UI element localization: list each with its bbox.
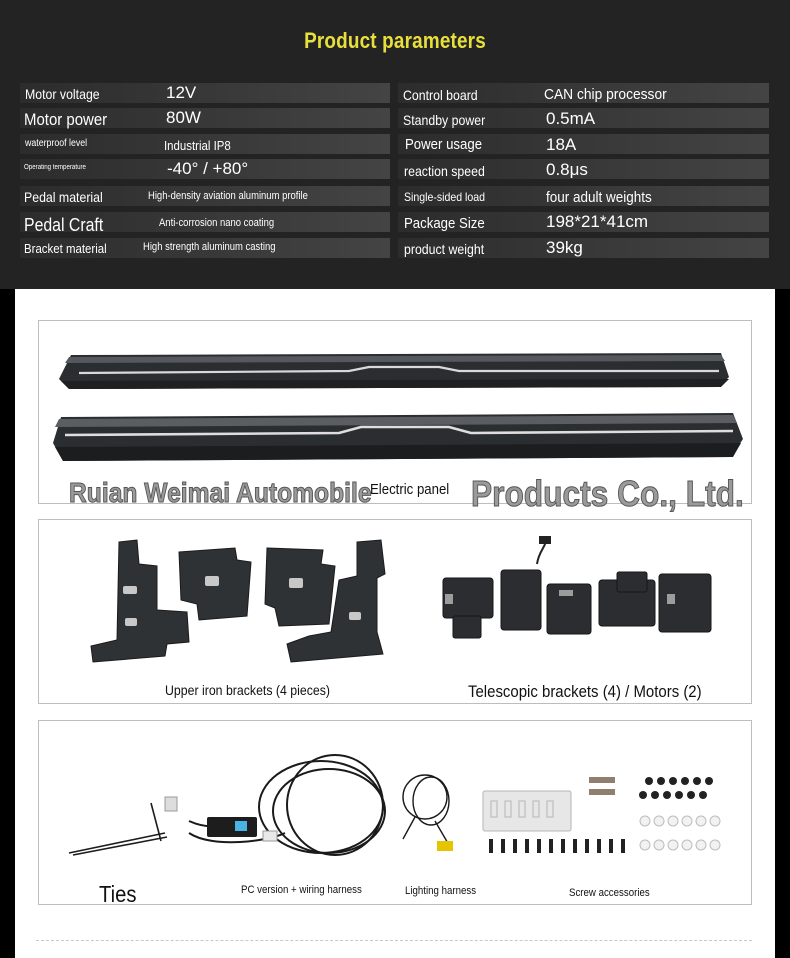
panel-caption: Screw accessories bbox=[569, 887, 650, 899]
param-value: 198*21*41cm bbox=[546, 212, 649, 231]
param-label: Control board bbox=[403, 87, 478, 103]
accessories-illustration bbox=[39, 721, 751, 904]
param-label: Pedal material bbox=[24, 189, 103, 205]
panel-caption: Telescopic brackets (4) / Motors (2) bbox=[468, 682, 702, 701]
param-label: Single-sided load bbox=[404, 190, 486, 204]
panel-caption: Lighting harness bbox=[405, 885, 477, 897]
param-value: 80W bbox=[166, 108, 201, 127]
panel-caption: PC version + wiring harness bbox=[241, 884, 362, 896]
panel-caption: Ties bbox=[99, 881, 137, 907]
accessories-section bbox=[38, 720, 752, 905]
watermark-text: Products Co., Ltd. bbox=[471, 473, 744, 514]
param-value: High-density aviation aluminum profile bbox=[148, 190, 308, 202]
param-value: 18A bbox=[546, 135, 577, 154]
param-label: Standby power bbox=[403, 112, 486, 128]
param-label: waterproof level bbox=[25, 138, 88, 149]
param-value: 0.8μs bbox=[546, 160, 588, 179]
brackets-illustration bbox=[39, 520, 751, 703]
param-value: High strength aluminum casting bbox=[143, 241, 276, 253]
brackets-section bbox=[38, 519, 752, 704]
electric-panel-section bbox=[38, 320, 752, 514]
param-label: Motor power bbox=[24, 110, 108, 129]
watermark-text: Ruian Weimai Automobile bbox=[69, 477, 372, 508]
param-value: 12V bbox=[166, 83, 197, 102]
param-label: Operating temperature bbox=[24, 164, 86, 171]
param-label: product weight bbox=[404, 241, 485, 257]
panel-caption: Upper iron brackets (4 pieces) bbox=[165, 682, 331, 698]
param-value: 39kg bbox=[546, 238, 583, 257]
param-label: Power usage bbox=[405, 136, 483, 153]
panel-caption: Electric panel bbox=[370, 481, 450, 498]
param-label: Pedal Craft bbox=[24, 215, 104, 235]
param-value: CAN chip processor bbox=[544, 86, 667, 103]
param-label: Package Size bbox=[404, 215, 485, 232]
section-title: Product parameters bbox=[304, 28, 486, 53]
param-value: four adult weights bbox=[546, 189, 652, 206]
divider bbox=[36, 940, 752, 941]
param-label: Motor voltage bbox=[25, 86, 100, 102]
param-label: Bracket material bbox=[24, 241, 107, 256]
param-value: Industrial IP8 bbox=[164, 138, 231, 153]
param-label: reaction speed bbox=[404, 163, 485, 179]
param-value: Anti-corrosion nano coating bbox=[159, 217, 275, 229]
param-value: 0.5mA bbox=[546, 109, 596, 128]
parameters-section bbox=[0, 0, 790, 289]
param-value: -40° / +80° bbox=[167, 159, 249, 178]
